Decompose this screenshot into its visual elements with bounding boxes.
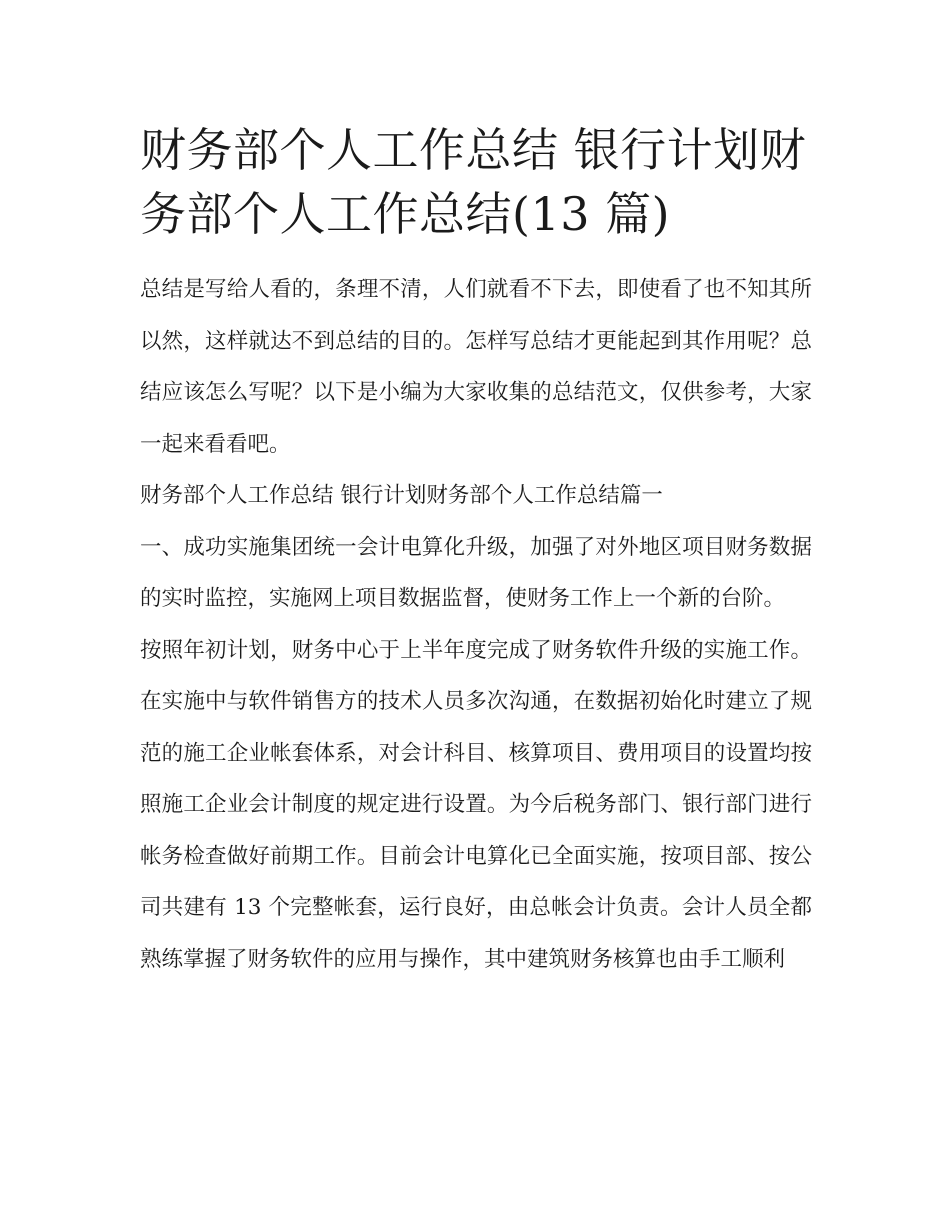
- document-page: [140, 118, 812, 985]
- paragraph-intro: 总结是写给人看的，条理不清，人们就看不下去，即使看了也不知其所以然，这样就达不到总结的目的。怎样写总结才更能起到其作用呢？总结应该怎么写呢？以下是小编为大家收集的总结范文，仅供参考，大家一起来看看吧。: [140, 277, 812, 457]
- section-heading: 财务部个人工作总结 银行计划财务部个人工作总结篇一: [140, 483, 663, 508]
- document-title: 财务部个人工作总结 银行计划财务部个人工作总结(13 篇): [140, 123, 807, 241]
- paragraph-body: 按照年初计划，财务中心于上半年度完成了财务软件升级的实施工作。在实施中与软件销售方的技术人员多次沟通，在数据初始化时建立了规范的施工企业帐套体系，对会计科目、核算项目、费用项目的设置均按照施工企业会计制度的规定进行设置。为今后税务部门、银行部门进行帐务检查做好前期工作。目前会计电算化已全面实施，按项目部、按公司共建有 13 个完整帐套，运行良好，由总帐会计负责。会计人员全都熟练掌握了财务软件的应用与操作，其中建筑财务核算也由手工顺利: [140, 637, 812, 972]
- paragraph-item-1: 一、成功实施集团统一会计电算化升级，加强了对外地区项目财务数据的实时监控，实施网上项目数据监督，使财务工作上一个新的台阶。: [140, 534, 812, 611]
